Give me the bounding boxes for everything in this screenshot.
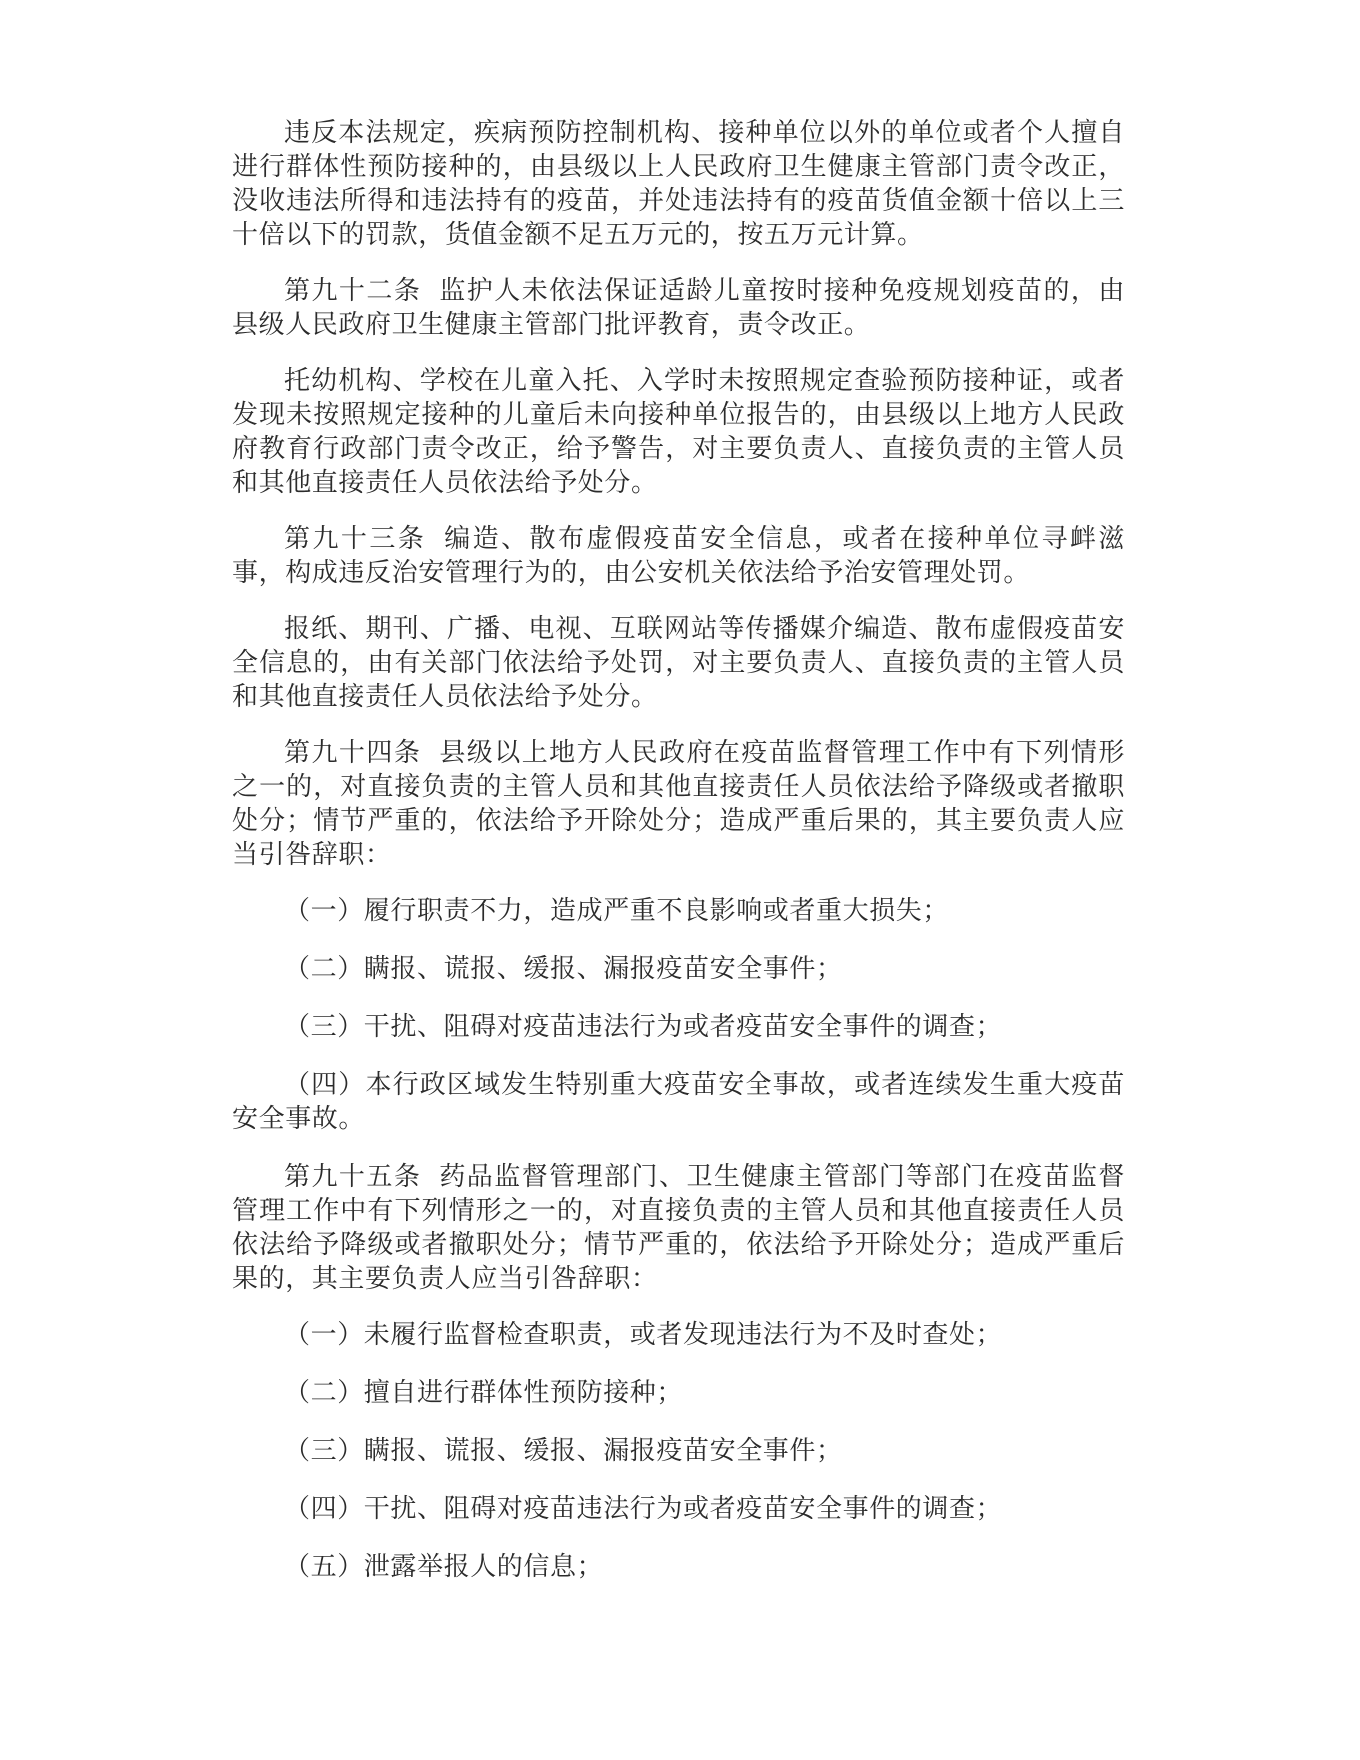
list-item: （四）本行政区域发生特别重大疫苗安全事故，或者连续发生重大疫苗安全事故。 [232,1070,1125,1134]
article-93-paragraph: 第九十三条 编造、散布虚假疫苗安全信息，或者在接种单位寻衅滋事，构成违反治安管理行为的，由公安机关依法给予治安管理处罚。 [232,524,1125,588]
article-number: 第九十四条 [284,738,422,768]
list-item: （一）履行职责不力，造成严重不良影响或者重大损失； [284,896,950,926]
article-94-paragraph: 第九十四条 县级以上地方人民政府在疫苗监督管理工作中有下列情形之一的，对直接负责的主管人员和其他直接责任人员依法给予降级或者撤职处分；情节严重的，依法给予开除处分；造成严重后果的，其主要负责人应当引咎辞职： [232,738,1125,870]
list-item: （二）擅自进行群体性预防接种； [284,1378,684,1408]
paragraph-4: 报纸、期刊、广播、电视、互联网站等传播媒介编造、散布虚假疫苗安全信息的，由有关部门依法给予处罚，对主要负责人、直接负责的主管人员和其他直接责任人员依法给予处分。 [232,614,1125,712]
list-item: （四）干扰、阻碍对疫苗违法行为或者疫苗安全事件的调查； [284,1494,1003,1524]
paragraph-0: 违反本法规定，疾病预防控制机构、接种单位以外的单位或者个人擅自进行群体性预防接种的，由县级以上人民政府卫生健康主管部门责令改正，没收违法所得和违法持有的疫苗，并处违法持有的疫苗货值金额十倍以上三十倍以下的罚款，货值金额不足五万元的，按五万元计算。 [232,118,1125,250]
article-number: 第九十五条 [284,1162,422,1192]
article-number: 第九十二条 [284,276,422,306]
document-page [232,116,1125,1608]
article-95-paragraph: 第九十五条 药品监督管理部门、卫生健康主管部门等部门在疫苗监督管理工作中有下列情形之一的，对直接负责的主管人员和其他直接责任人员依法给予降级或者撤职处分；情节严重的，依法给予开除处分；造成严重后果的，其主要负责人应当引咎辞职： [232,1162,1125,1294]
list-item: （一）未履行监督检查职责，或者发现违法行为不及时查处； [284,1320,1003,1350]
article-92-paragraph: 第九十二条 监护人未依法保证适龄儿童按时接种免疫规划疫苗的，由县级人民政府卫生健康主管部门批评教育，责令改正。 [232,276,1125,340]
article-number: 第九十三条 [284,524,427,554]
list-item: （三）瞒报、谎报、缓报、漏报疫苗安全事件； [284,1436,843,1466]
list-item: （五）泄露举报人的信息； [284,1552,604,1582]
list-item: （二）瞒报、谎报、缓报、漏报疫苗安全事件； [284,954,843,984]
paragraph-2: 托幼机构、学校在儿童入托、入学时未按照规定查验预防接种证，或者发现未按照规定接种的儿童后未向接种单位报告的，由县级以上地方人民政府教育行政部门责令改正，给予警告，对主要负责人、直接负责的主管人员和其他直接责任人员依法给予处分。 [232,366,1125,498]
list-item: （三）干扰、阻碍对疫苗违法行为或者疫苗安全事件的调查； [284,1012,1003,1042]
